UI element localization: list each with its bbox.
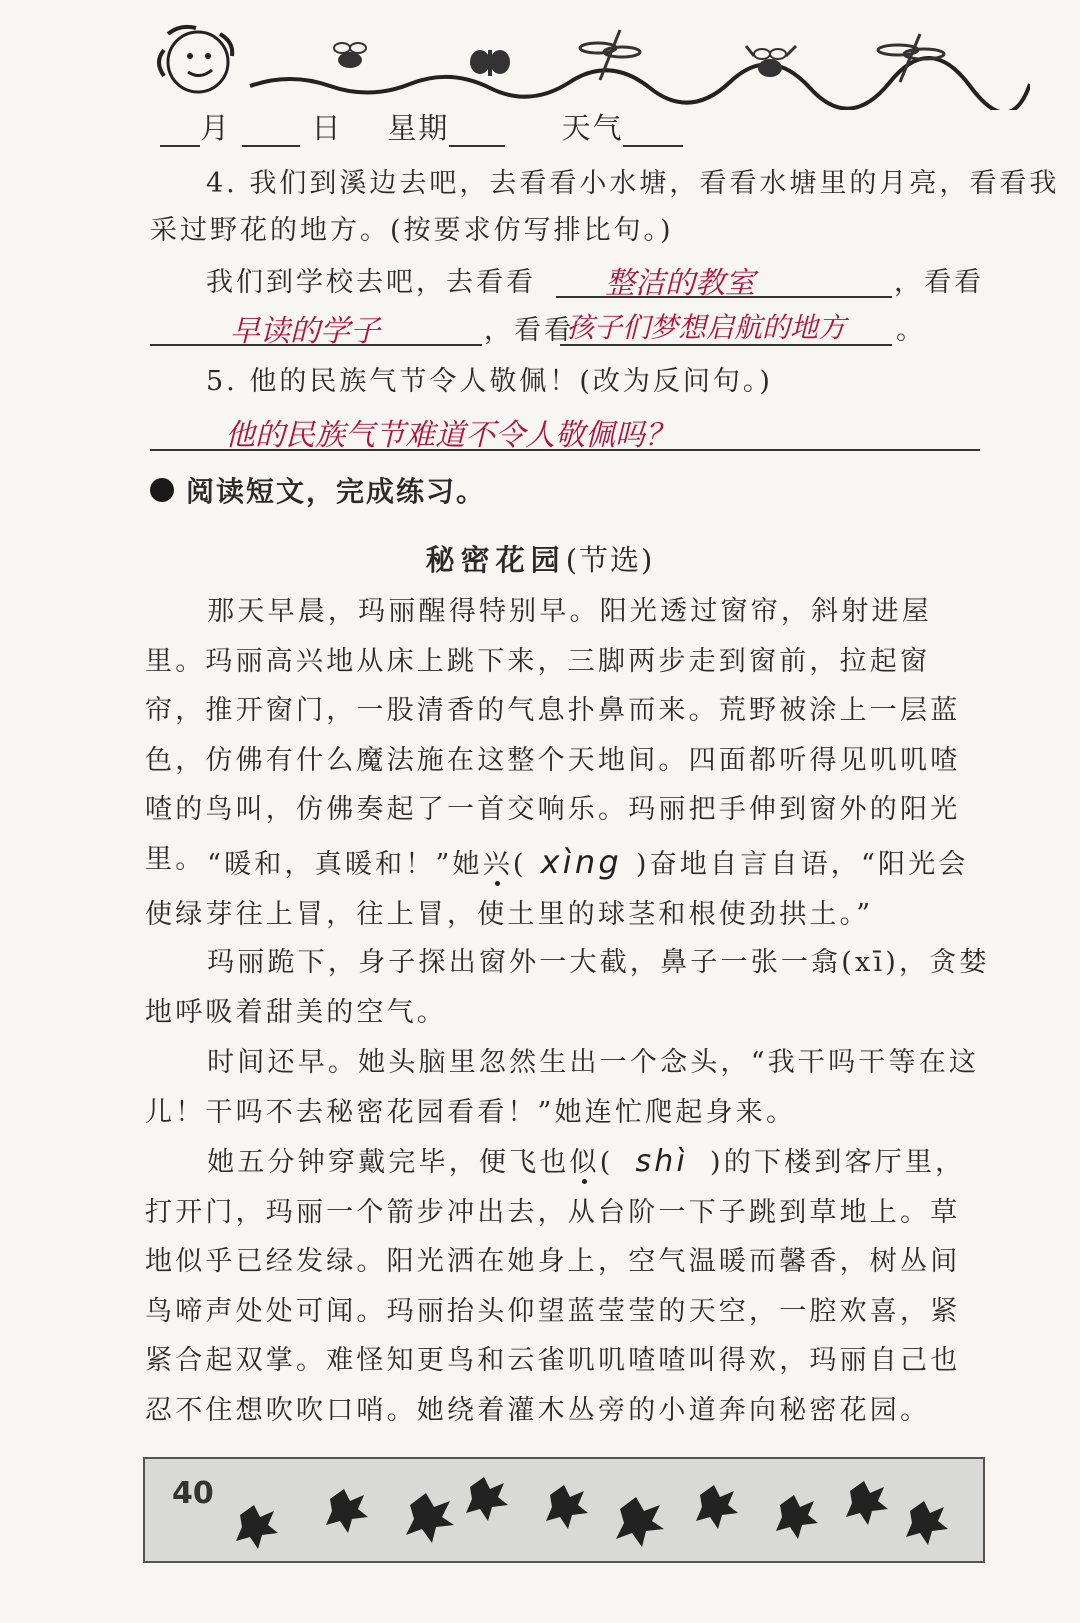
day-label: 日 xyxy=(311,111,343,145)
day-blank[interactable] xyxy=(242,119,300,147)
sun-icon xyxy=(159,27,232,92)
paragraph-5-close-paren: ) xyxy=(710,1147,724,1178)
leaf-icon xyxy=(776,1495,818,1539)
leaf-icon xyxy=(466,1477,508,1521)
exercise4-connector-1: ，看看 xyxy=(894,267,984,298)
handwritten-pinyin-shi[interactable]: shì xyxy=(635,1144,689,1179)
paragraph-5-open-paren: ( xyxy=(599,1147,614,1178)
handwritten-answer-4[interactable]: 他的民族气节难道不令人敬佩吗？ xyxy=(225,418,675,453)
wavy-line xyxy=(250,58,1030,110)
footer-leaves-decoration xyxy=(220,1465,980,1555)
exercise4-answer-lead: 我们到学校去吧，去看看 xyxy=(206,267,536,298)
weekday-blank[interactable] xyxy=(449,119,505,147)
paragraph-5-part-a: 她五分钟穿戴完毕，便飞也 xyxy=(207,1147,570,1178)
header-decoration xyxy=(150,20,1030,110)
dotted-char-xing: 兴 xyxy=(482,849,513,880)
bee-icon xyxy=(334,43,366,68)
handwritten-answer-1[interactable]: 整洁的教室 xyxy=(605,266,755,301)
paragraph-3: 玛丽跪下，身子探出窗外一大截，鼻子一张一翕(xī)，贪婪地呼吸着甜美的空气。 xyxy=(145,947,990,1028)
weekday-label: 星期 xyxy=(387,111,450,145)
paragraph-2-part-b: 奋地自言自语，“阳光会使绿芽往上冒，往上冒，使土里的球茎和根使劲拱土。” xyxy=(145,849,969,930)
leaf-icon xyxy=(616,1497,664,1547)
handwritten-answer-3[interactable]: 孩子们梦想启航的地方 xyxy=(566,311,847,344)
dragonfly-icon-2 xyxy=(878,34,944,82)
paragraph-2-close-paren: ) xyxy=(635,849,650,880)
leaf-icon xyxy=(236,1505,278,1549)
leaf-icon xyxy=(696,1485,738,1529)
exercise5-prompt: 5. 他的民族气节令人敬佩！(改为反问句。) xyxy=(206,366,773,397)
paragraph-5-part-b: 的下楼到客厅里，打开门，玛丽一个箭步冲出去，从台阶一下子跳到草地上。草地似乎已经发绿。阳光洒在她身上，空气温暖而馨香，树丛间鸟啼声处处可闻。玛丽抬头仰望蓝莹莹的天空，一腔欢喜，紧紧合起双掌。难怪知更鸟和云雀叽叽喳喳叫得欢，玛丽自己也忍不住想吹吹口哨。她绕着灌木丛旁的小道奔向秘密花园。 xyxy=(145,1147,966,1426)
passage-title-text: 秘密花园 xyxy=(425,543,566,577)
date-line xyxy=(160,106,683,147)
handwritten-pinyin-xing[interactable]: xìng xyxy=(540,843,622,881)
weather-blank[interactable] xyxy=(623,119,683,147)
paragraph-2-part-a: “暖和，真暖和！”她 xyxy=(207,849,483,880)
bullet-icon xyxy=(150,478,174,502)
weather-label: 天气 xyxy=(561,111,624,145)
month-blank[interactable] xyxy=(160,119,200,147)
exercise4-prompt-line2: 采过野花的地方。(按要求仿写排比句。) xyxy=(150,215,674,246)
exercise4-connector-2: ，看看 xyxy=(484,315,574,346)
leaf-icon xyxy=(906,1501,948,1545)
paragraph-1: 那天早晨，玛丽醒得特别早。阳光透过窗帘，斜射进屋里。玛丽高兴地从床上跳下来，三脚两步走到窗前，拉起窗帘，推开窗门，一股清香的气息扑鼻而来。荒野被涂上一层蓝色，仿佛有什么魔法施在这整个天地间。四面都听得见叽叽喳喳的鸟叫，仿佛奏起了一首交响乐。玛丽把手伸到窗外的阳光里。 xyxy=(145,596,961,875)
exercise4-prompt-line1: 4. 我们到溪边去吧，去看看小水塘，看看水塘里的月亮，看看我 xyxy=(206,168,1060,199)
month-label: 月 xyxy=(200,111,232,145)
exercise4-end: 。 xyxy=(896,315,926,346)
dotted-char-shi: 似 xyxy=(569,1147,600,1178)
leaf-icon xyxy=(846,1481,888,1525)
passage-title xyxy=(0,538,1080,579)
reading-section-heading: 阅读短文，完成练习。 xyxy=(186,475,487,508)
paragraph-4: 时间还早。她头脑里忽然生出一个念头，“我干吗干等在这儿！干吗不去秘密花园看看！”她连忙爬起身来。 xyxy=(145,1047,980,1128)
leaf-icon xyxy=(406,1493,454,1543)
leaf-icon xyxy=(546,1485,588,1529)
paragraph-5 xyxy=(145,1137,990,1435)
handwritten-answer-2[interactable]: 早读的学子 xyxy=(230,314,380,349)
paragraph-2-open-paren: ( xyxy=(512,849,527,880)
leaf-icon xyxy=(326,1489,368,1533)
passage-title-note: (节选) xyxy=(565,543,655,577)
paragraph-2 xyxy=(145,838,990,939)
butterfly-icon xyxy=(470,50,510,76)
page-number: 40 xyxy=(172,1476,214,1511)
